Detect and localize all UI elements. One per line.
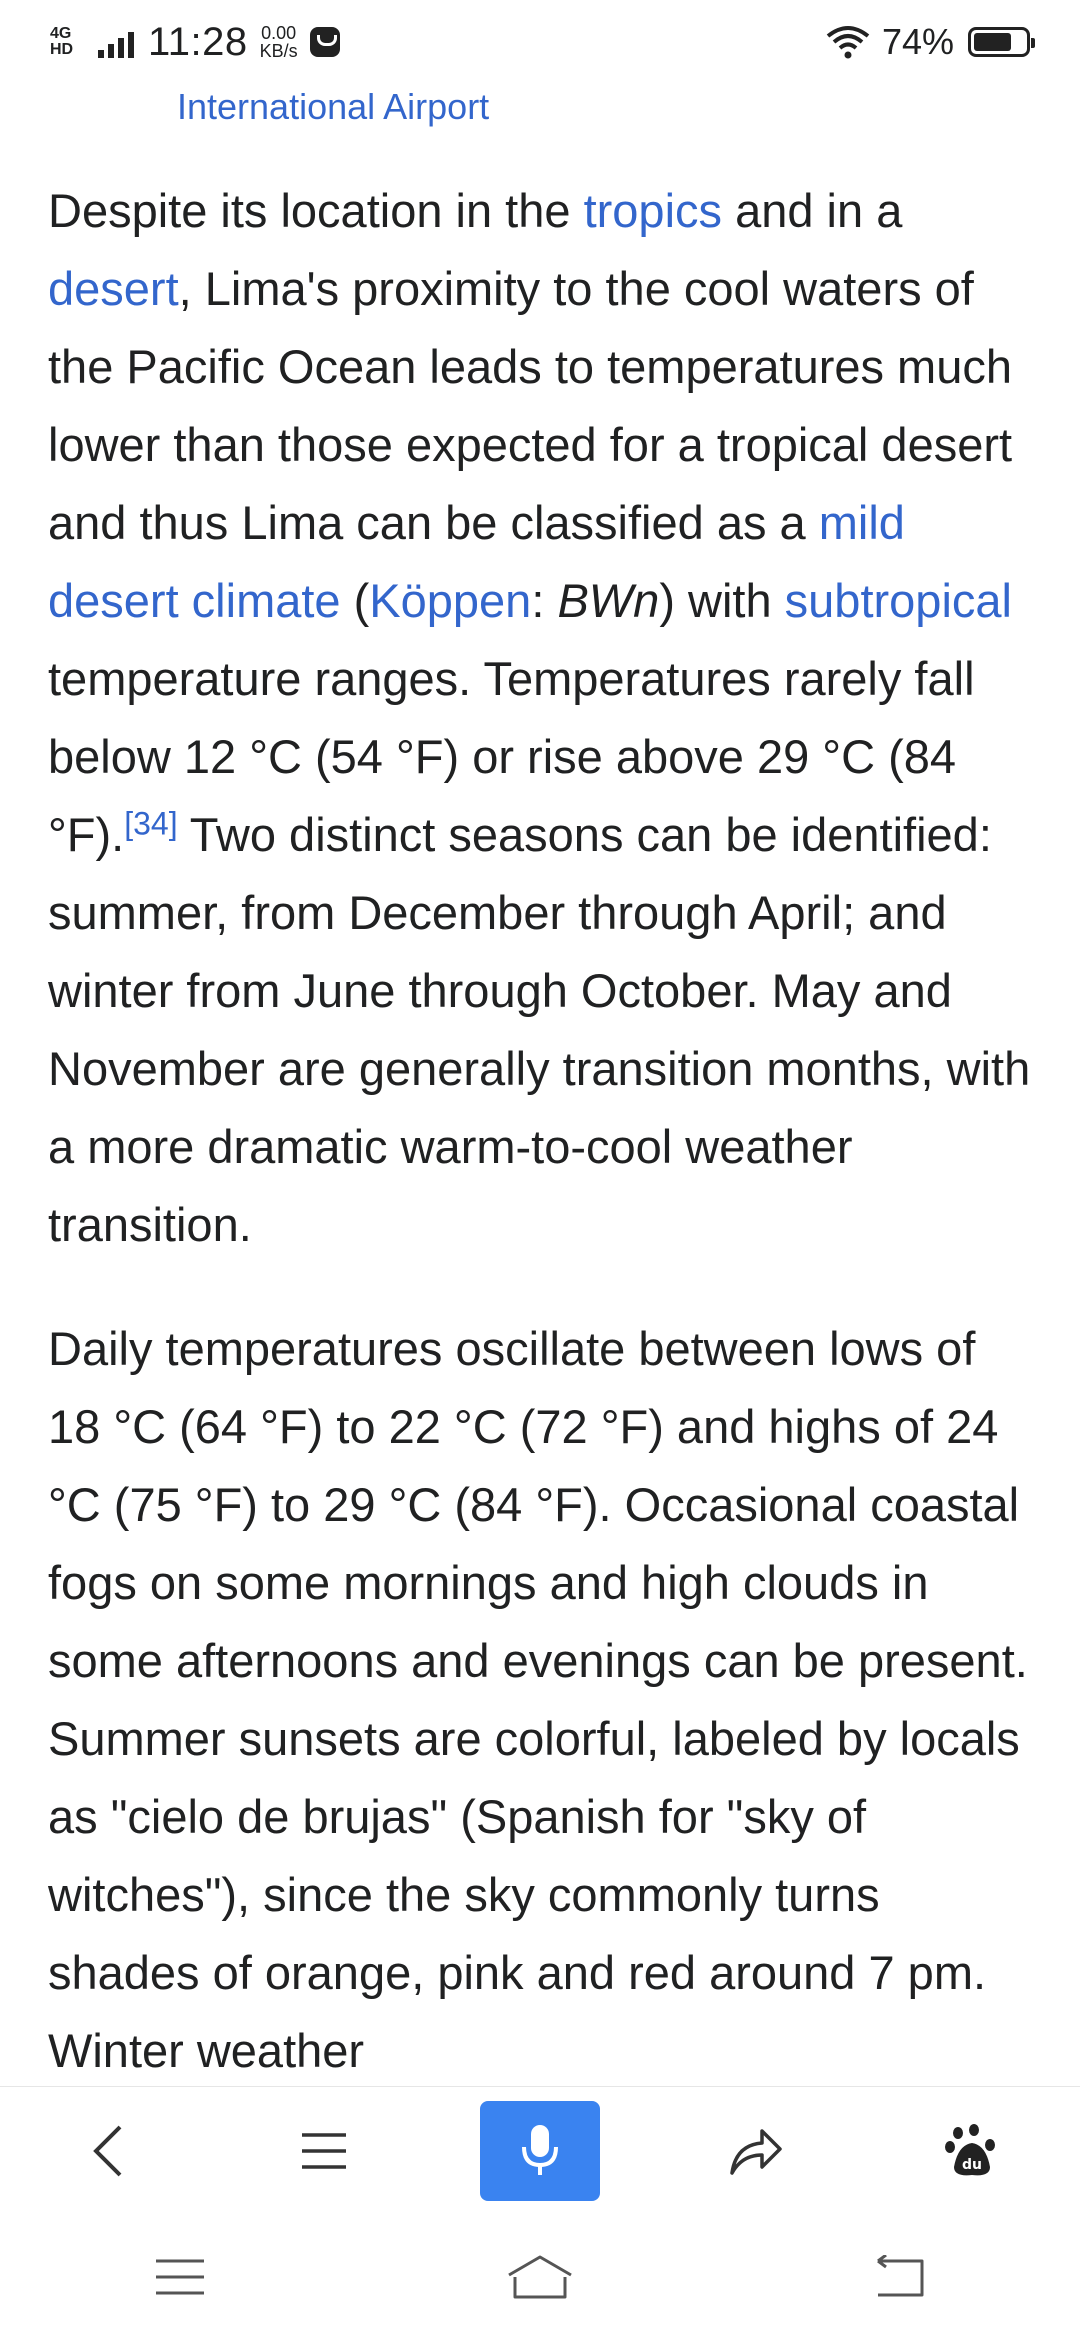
notification-icon bbox=[310, 27, 340, 57]
microphone-icon bbox=[520, 2123, 560, 2179]
text: Despite its location in the bbox=[48, 184, 584, 237]
speed-value: 0.00 bbox=[261, 23, 297, 43]
network-indicator bbox=[50, 26, 134, 58]
share-button[interactable] bbox=[696, 2101, 816, 2201]
image-caption-link[interactable]: International Airport bbox=[177, 86, 490, 127]
menu-icon bbox=[300, 2127, 348, 2175]
menu-icon bbox=[154, 2257, 206, 2297]
paragraph-climate bbox=[48, 172, 1038, 1264]
status-right bbox=[826, 21, 1030, 63]
nav-back-button[interactable] bbox=[840, 2227, 960, 2327]
home-icon bbox=[505, 2253, 575, 2301]
clock: 11:28 bbox=[148, 19, 248, 64]
system-nav-bar bbox=[0, 2214, 1080, 2340]
browser-toolbar bbox=[0, 2086, 1080, 2215]
battery-percent: 74% bbox=[881, 21, 954, 62]
nav-home-button[interactable] bbox=[480, 2227, 600, 2327]
link-subtropical[interactable]: subtropical bbox=[784, 574, 1012, 627]
back-button[interactable] bbox=[48, 2101, 168, 2201]
text: ) with bbox=[659, 574, 785, 627]
nav-menu-button[interactable] bbox=[120, 2227, 240, 2327]
paragraph-temperatures: Daily temperatures oscillate between lows of 18 °C (64 °F) to 22 °C (72 °F) and highs of 24 °C (75 °F) to 29 °C (84 °F). Occasional coastal fogs on some mornings and high clouds in some afternoons and evenings can be present. Summer sunsets are colorful, labeled by locals as "cielo de brujas" (Spanish for "sky of witches"), since the sky commonly turns shades of orange, pink and red around 7 pm. Winter weather bbox=[48, 1322, 1028, 2077]
speed-unit: KB/s bbox=[259, 41, 298, 61]
battery-icon bbox=[968, 27, 1030, 57]
network-speed bbox=[260, 24, 298, 60]
network-type: 4G HD bbox=[50, 25, 74, 58]
text: : bbox=[531, 574, 558, 627]
text: ( bbox=[340, 574, 370, 627]
link-koppen[interactable]: Köppen bbox=[369, 574, 532, 627]
chevron-left-icon bbox=[88, 2121, 128, 2181]
signal-icon bbox=[98, 32, 134, 58]
link-tropics[interactable]: tropics bbox=[583, 184, 723, 237]
status-left bbox=[50, 20, 340, 65]
text: , Lima's proximity to the cool waters of the Pacific Ocean leads to temperatures much lower than those expected for a tropical desert and thus Lima can be classified as a bbox=[48, 262, 1013, 549]
baidu-paw-icon bbox=[944, 2123, 1000, 2179]
back-icon bbox=[872, 2255, 928, 2299]
article-body bbox=[48, 172, 1038, 2136]
share-icon bbox=[728, 2125, 784, 2177]
text: temperature ranges. Temperatures rarely fall below 12 °C (54 °F) or rise above 29 °C (84 °F). bbox=[48, 652, 975, 861]
baidu-button[interactable] bbox=[912, 2101, 1032, 2201]
battery-fill bbox=[974, 33, 1011, 51]
link-desert[interactable]: desert bbox=[48, 262, 179, 315]
svg-text:du: du bbox=[962, 2157, 982, 2173]
voice-search-button[interactable] bbox=[480, 2101, 600, 2201]
text-italic: BWn bbox=[557, 574, 660, 627]
text: Two distinct seasons can be identified: summer, from December through April; and winter from June through October. May and November are generally transition months, with a more dramatic warm-to-cool weather transition. bbox=[48, 808, 1031, 1251]
reference-34[interactable]: [34] bbox=[124, 805, 178, 842]
text: and in a bbox=[722, 184, 903, 237]
link-mild-desert-climate[interactable]: mild desert climate bbox=[48, 496, 905, 627]
wifi-icon bbox=[826, 24, 870, 60]
status-bar bbox=[0, 0, 1080, 84]
menu-button[interactable] bbox=[264, 2101, 384, 2201]
